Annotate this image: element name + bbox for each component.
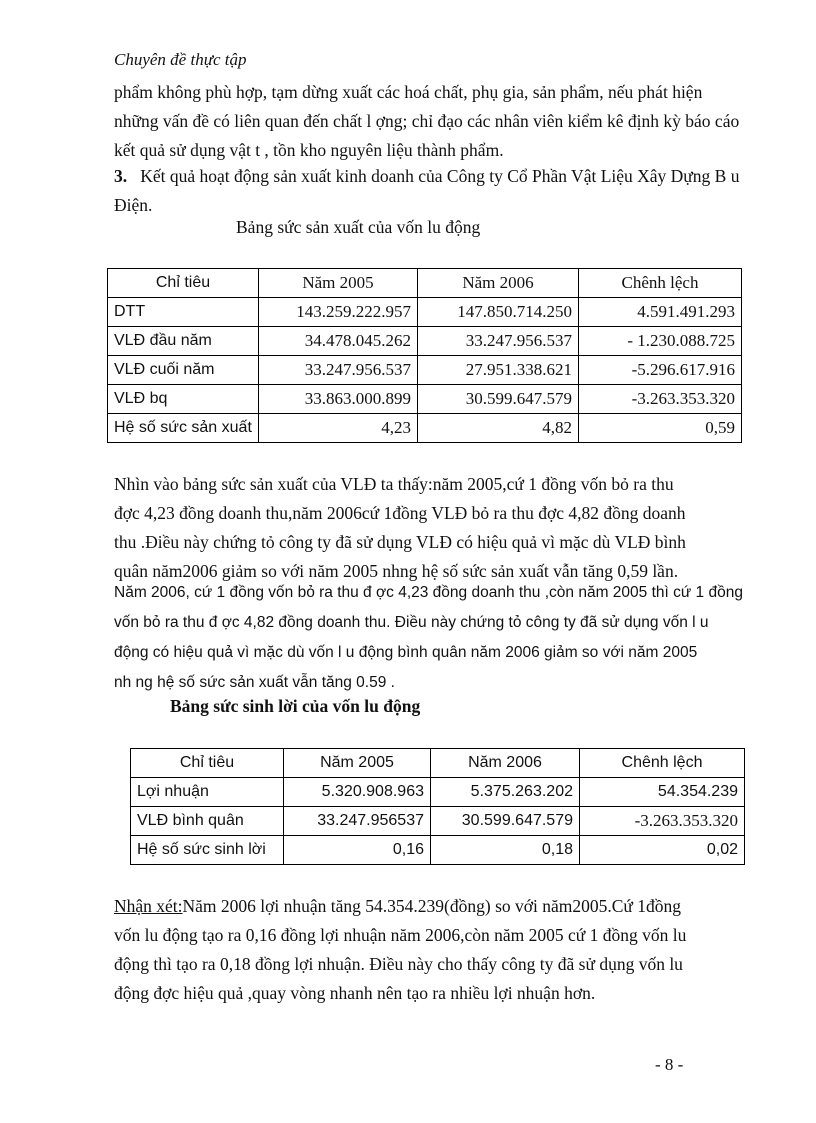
text-line: vốn bỏ ra thu đ ợc 4,82 đồng doanh thu. Điều này chứng tỏ công ty đã sử dụng vốn l u	[114, 614, 709, 631]
table-row	[108, 298, 742, 327]
value-cell: -3.263.353.320	[579, 385, 742, 414]
text-line: phẩm không phù hợp, tạm dừng xuất các hoá chất, phụ gia, sản phẩm, nếu phát hiện	[114, 82, 703, 102]
table-header-row	[131, 749, 745, 778]
row-label: VLĐ cuối năm	[108, 356, 259, 385]
value-cell: 33.247.956537	[284, 807, 431, 836]
table-row	[108, 356, 742, 385]
value-cell: 4.591.491.293	[579, 298, 742, 327]
text-line: thu .Điều này chứng tỏ công ty đã sử dụng VLĐ có hiệu quả vì mặc dù VLĐ bình	[114, 532, 686, 552]
value-cell: 0,02	[580, 836, 745, 865]
section-title: Kết quả hoạt động sản xuất kinh doanh của Công ty Cổ Phần Vật Liệu Xây Dựng B u	[140, 166, 740, 186]
value-cell: 4,23	[259, 414, 418, 443]
production-capacity-table	[107, 268, 742, 443]
remark-paragraph	[114, 892, 742, 1008]
header-cell: Năm 2005	[259, 269, 418, 298]
value-cell: 0,59	[579, 414, 742, 443]
value-cell: 33.247.956.537	[418, 327, 579, 356]
table-row	[131, 807, 745, 836]
text-line: những vấn đề có liên quan đến chất l ợng; chỉ đạo các nhân viên kiểm kê định kỳ báo cáo	[114, 111, 740, 131]
text-line: vốn lu động tạo ra 0,16 đồng lợi nhuận năm 2006,còn năm 2005 cứ 1 đồng vốn lu	[114, 925, 687, 945]
text-line: Năm 2006, cứ 1 đồng vốn bỏ ra thu đ ợc 4,23 đồng doanh thu ,còn năm 2005 thì cứ 1 đồng	[114, 584, 743, 601]
table-row	[108, 327, 742, 356]
value-cell: 27.951.338.621	[418, 356, 579, 385]
table1-caption: Bảng sức sản xuất của vốn lu động	[236, 217, 481, 237]
value-cell: -3.263.353.320	[580, 807, 745, 836]
text-line: động đợc hiệu quả ,quay vòng nhanh nên tạo ra nhiều lợi nhuận hơn.	[114, 983, 596, 1003]
row-label: VLĐ bq	[108, 385, 259, 414]
value-cell: 147.850.714.250	[418, 298, 579, 327]
text-line: kết quả sử dụng vật t , tồn kho nguyên liệu thành phẩm.	[114, 140, 504, 160]
row-label: Hệ số sức sinh lời	[131, 836, 284, 865]
value-cell: 33.863.000.899	[259, 385, 418, 414]
value-cell: 143.259.222.957	[259, 298, 418, 327]
value-cell: 4,82	[418, 414, 579, 443]
page-number: - 8 -	[655, 1055, 684, 1074]
table-row	[108, 385, 742, 414]
text-line: động có hiệu quả vì mặc dù vốn l u động bình quân năm 2006 giảm so với năm 2005	[114, 644, 698, 661]
value-cell: 34.478.045.262	[259, 327, 418, 356]
value-cell: 5.375.263.202	[431, 778, 580, 807]
row-label: VLĐ bình quân	[131, 807, 284, 836]
header-cell: Năm 2006	[418, 269, 579, 298]
header-cell: Năm 2006	[431, 749, 580, 778]
header-cell: Năm 2005	[284, 749, 431, 778]
table2-caption: Bảng sức sinh lời của vốn lu động	[170, 696, 421, 716]
header-cell: Chỉ tiêu	[131, 749, 284, 778]
text-line: Nhìn vào bảng sức sản xuất của VLĐ ta thấy:năm 2005,cứ 1 đồng vốn bỏ ra thu	[114, 474, 674, 494]
value-cell: 30.599.647.579	[418, 385, 579, 414]
value-cell: 54.354.239	[580, 778, 745, 807]
intro-paragraph	[114, 78, 742, 165]
value-cell: 0,16	[284, 836, 431, 865]
value-cell: 5.320.908.963	[284, 778, 431, 807]
text-line: động thì tạo ra 0,18 đồng lợi nhuận. Điều này cho thấy công ty đã sử dụng vốn lu	[114, 954, 683, 974]
value-cell: 33.247.956.537	[259, 356, 418, 385]
row-label: VLĐ đầu năm	[108, 327, 259, 356]
value-cell: 30.599.647.579	[431, 807, 580, 836]
row-label: Hệ số sức sản xuất	[108, 414, 259, 443]
section-number: 3.	[114, 166, 128, 186]
value-cell: -5.296.617.916	[579, 356, 742, 385]
table-row	[131, 778, 745, 807]
text-line: Năm 2006 lợi nhuận tăng 54.354.239(đồng) so với năm2005.Cứ 1đồng	[182, 896, 682, 916]
section-3-heading	[114, 162, 742, 220]
text-line: quân năm2006 giảm so với năm 2005 nhng hệ số sức sản xuất vẫn tăng 0,59 lần.	[114, 561, 679, 581]
value-cell: 0,18	[431, 836, 580, 865]
running-header: Chuyên đề thực tập	[114, 50, 247, 69]
header-cell: Chỉ tiêu	[108, 269, 259, 298]
table-row	[108, 414, 742, 443]
header-cell: Chênh lệch	[580, 749, 745, 778]
analysis-paragraph-2	[114, 578, 742, 698]
remark-label: Nhận xét:	[114, 896, 183, 916]
text-line: nh ng hệ số sức sản xuất vẫn tăng 0.59 .	[114, 674, 395, 691]
table-row	[131, 836, 745, 865]
analysis-paragraph-1	[114, 470, 742, 586]
row-label: DTT	[108, 298, 259, 327]
text-line: đợc 4,23 đồng doanh thu,năm 2006cứ 1đồng VLĐ bỏ ra thu đợc 4,82 đồng doanh	[114, 503, 686, 523]
table-header-row	[108, 269, 742, 298]
row-label: Lợi nhuận	[131, 778, 284, 807]
header-cell: Chênh lệch	[579, 269, 742, 298]
value-cell: - 1.230.088.725	[579, 327, 742, 356]
section-title-cont: Điện.	[114, 195, 153, 215]
profitability-table	[130, 748, 745, 865]
